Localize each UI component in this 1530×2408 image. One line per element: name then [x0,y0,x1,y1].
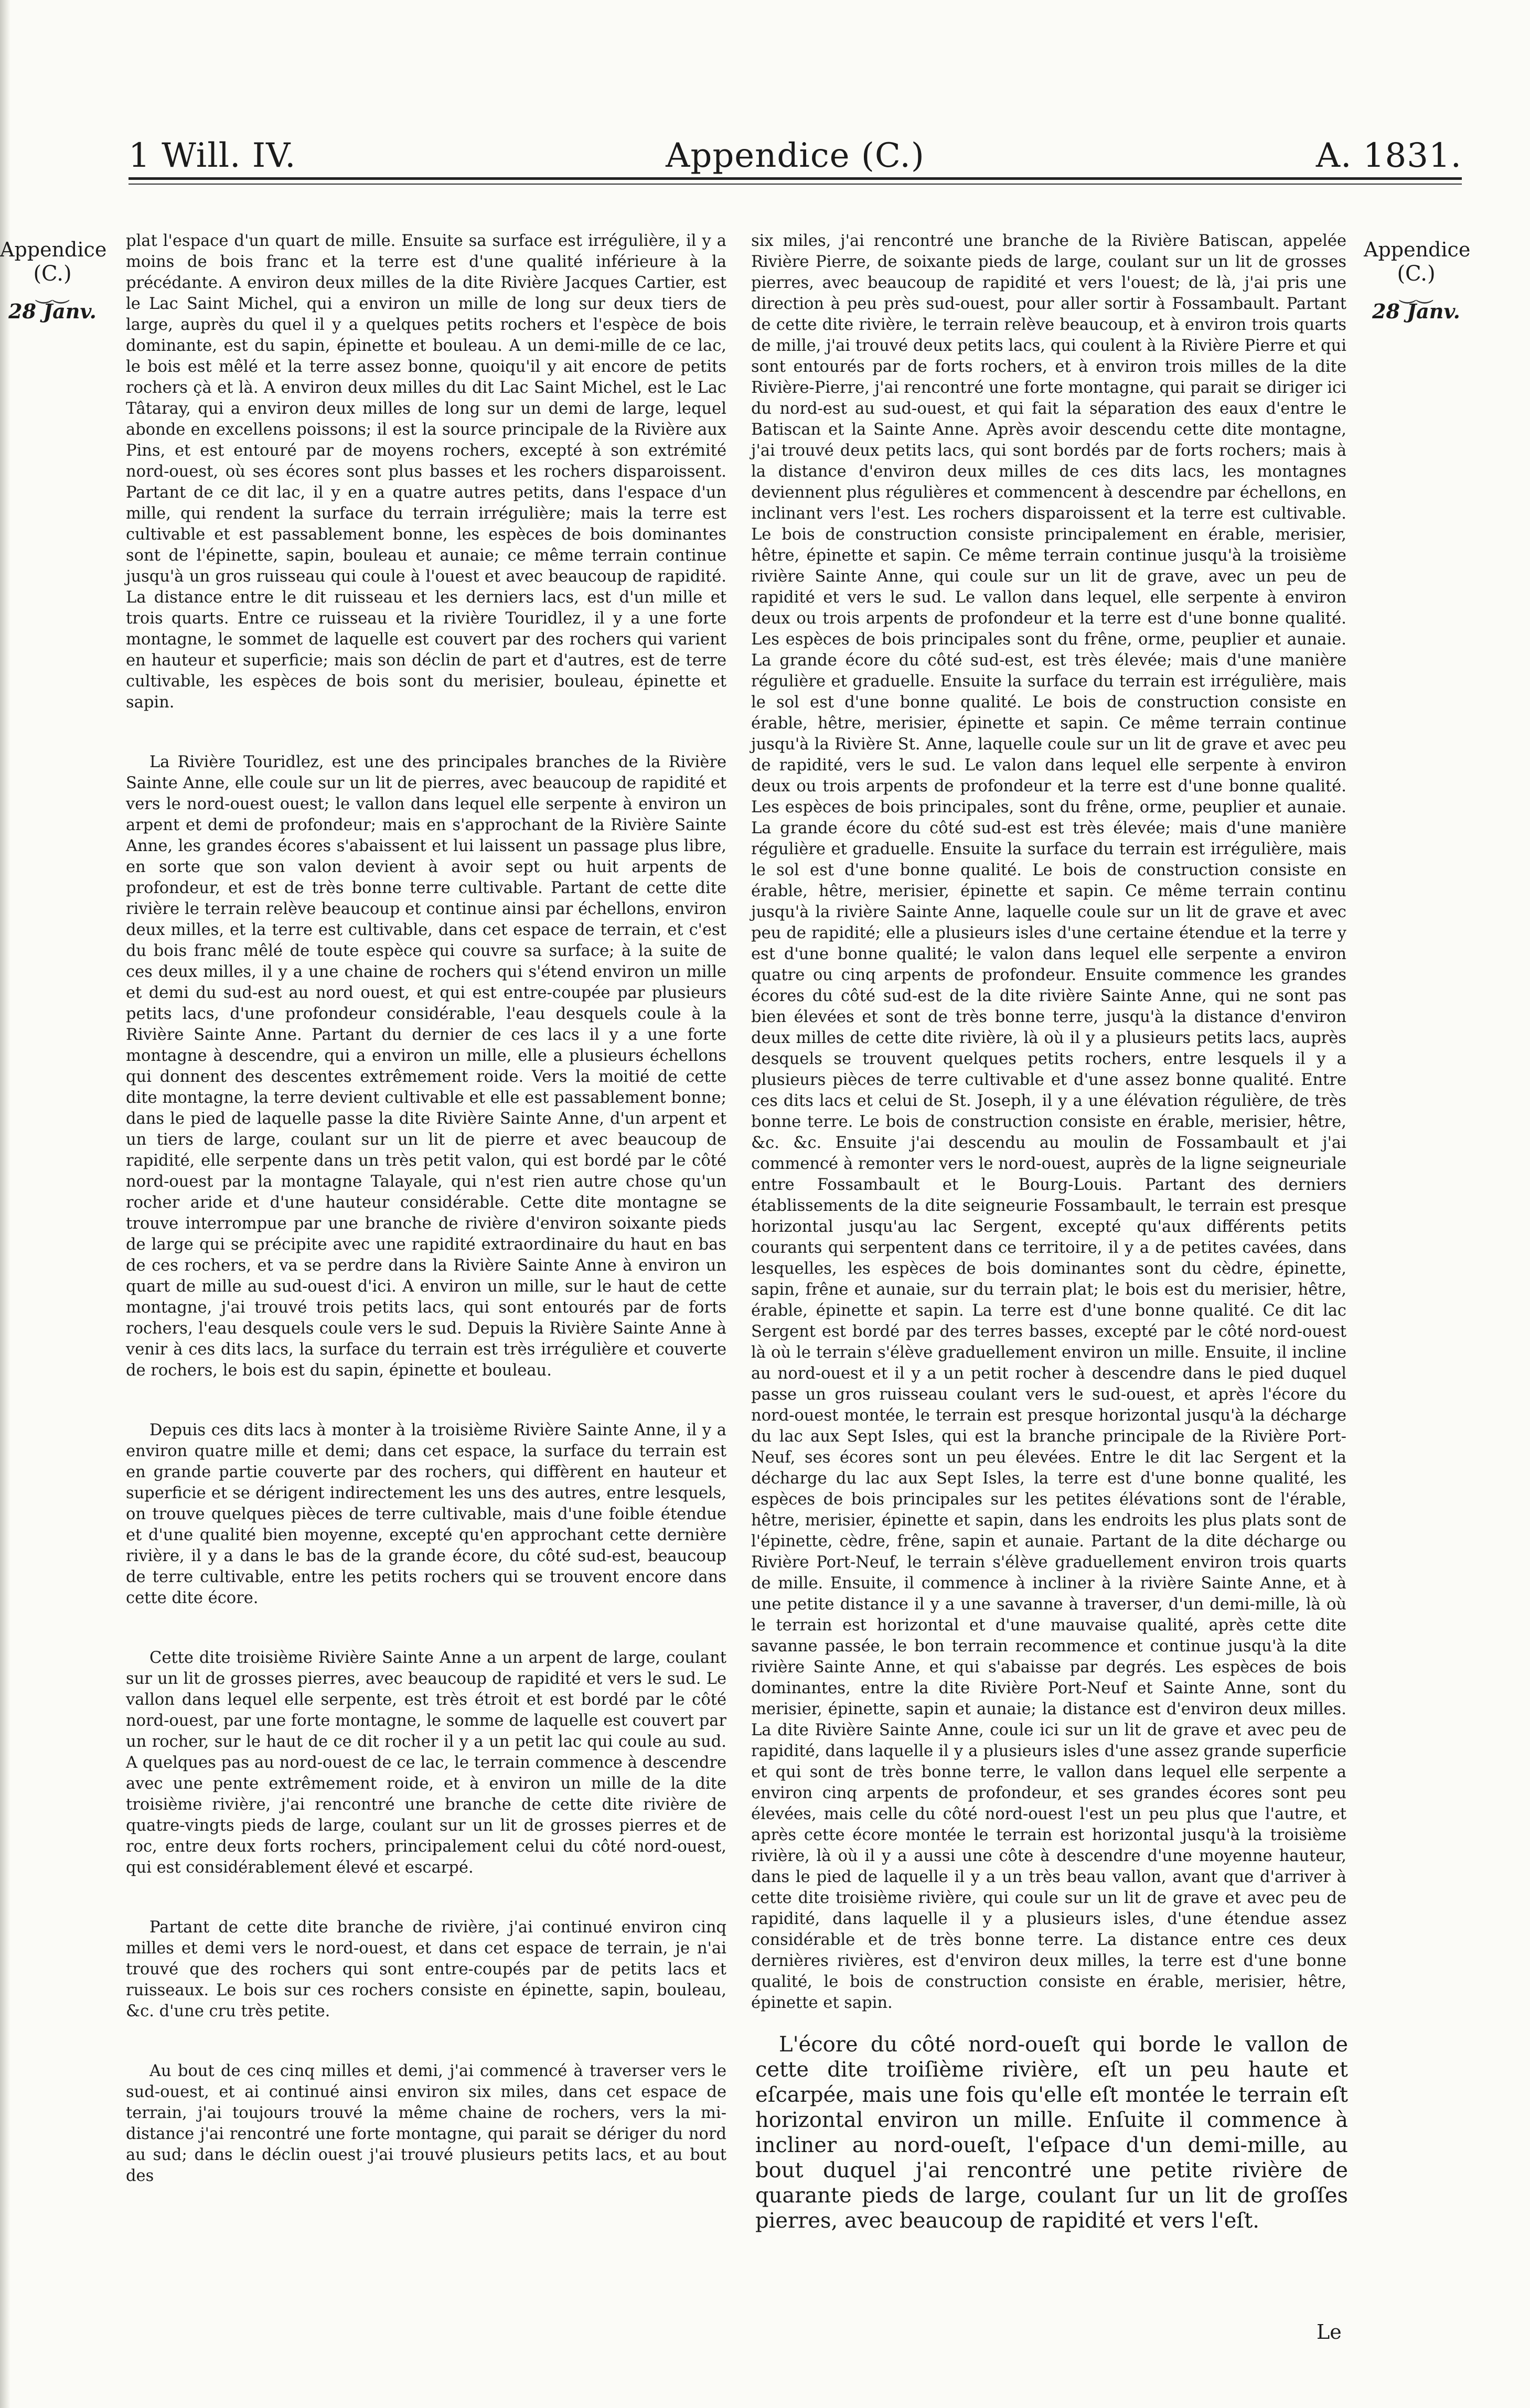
header-regnal-year: 1 Will. IV. [129,136,296,175]
paragraph: Cette dite troisième Rivière Sainte Anne a un arpent de large, coulant sur un lit de grosses pierres, avec beaucoup de rapidité et vers le sud. Le vallon dans lequel elle serpente, est très étroit et est bordé par le côté nord-ouest, par une forte montagne, le somme de laquelle est couvert par un rocher, sur le haut de ce dit rocher il y a un petit lac qui coule au sud. A quelques pas au nord-ouest de ce lac, le terrain commence à descendre avec une pente extrêmement roide, et à environ un mille de la dite troisième rivière, j'ai rencontré une branche de cette dite rivière de quatre-vingts pieds de large, coulant sur un lit de grosses pierres et de roc, entre deux forts rochers, principalement celui du côté nord-ouest, qui est considérablement élevé et escarpé. [126,1649,726,1877]
header-rule [129,177,1462,180]
paragraph: Au bout de ces cinq milles et demi, j'ai commencé à traverser vers le sud-ouest, et ai continué ainsi environ six miles, dans cet espace de terrain, j'ai toujours trouvé la même chaine de rochers, vers la mi-distance j'ai rencontré une forte montagne, qui parait se dériger du nord au sud; dans le déclin ouest j'ai trouvé plusieurs petits lacs, et au bout des [126,2062,726,2185]
left-column [126,231,726,2187]
margin-note-label: Appendice [0,238,107,261]
margin-note-right [1364,239,1469,323]
paragraph: Partant de cette dite branche de rivière, j'ai continué environ cinq milles et demi vers le nord-ouest, et dans cet espace de terrain, je n'ai trouvé que des rochers qui sont entre-coupés par de petits lacs et ruisseaux. Le bois sur ces rochers consiste en épinette, sapin, bouleau, &c. d'une cru très petite. [126,1918,726,2020]
header-year: A. 1831. [1315,136,1462,175]
header-rule-thin [129,184,1462,185]
margin-note-date: 28 Janv. [1372,299,1460,323]
brace-ornament: ⏝⏝ [35,282,70,303]
paragraph: plat l'espace d'un quart de mille. Ensuite sa surface est irrégulière, il y a moins de bois franc et la terre est d'une qualité inférieure à la précédante. A environ deux milles de la dite Rivière Jacques Cartier, est le Lac Saint Michel, qui a environ un mille de long sur deux tiers de large, auprès du quel il y a quelques petits rochers et l'espèce de bois dominante, est du sapin, épinette et bouleau. A un demi-mille de ce lac, le bois est mêlé et la terre assez bonne, quoiqu'il y ait encore de petits rochers çà et là. A environ deux milles du dit Lac Saint Michel, est le Lac Tâtaray, qui a environ deux milles de long sur un demi de large, lequel abonde en excellens poissons; il est la source principale de la Rivière aux Pins, et est entouré par de moyens rochers, excepté à son extrémité nord-ouest, où ses écores sont plus basses et les rochers disparoissent. Partant de ce dit lac, il y en a quatre autres petits, dans l'espace d'un mille, qui rendent la surface du terrain irrégulière; mais la terre est cultivable et est passablement bonne, les espèces de bois dominantes sont de l'épinette, sapin, bouleau et aunaie; ce même terrain continue jusqu'à un gros ruisseau qui coule à l'ouest et avec beaucoup de rapidité. La distance entre le dit ruisseau et les derniers lacs, est d'un mille et trois quarts. Entre ce ruisseau et la rivière Touridlez, il y a une forte montagne, le sommet de laquelle est couvert par des rochers qui varient en hauteur et superficie; mais son déclin de part et d'autres, est de terre cultivable, les espèces de bois sont du merisier, bouleau, épinette et sapin. [126,232,726,712]
margin-note-label: Appendice [1364,238,1471,261]
header-title: Appendice (C.) [666,136,925,175]
margin-note-appendix-letter: (C.) [1397,261,1436,286]
right-column [751,231,1346,2014]
brace-ornament: ⏝⏝ [1399,282,1433,303]
paragraph: La Rivière Touridlez, est une des principales branches de la Rivière Sainte Anne, elle coule sur un lit de pierres, avec beaucoup de rapidité et vers le nord-ouest ouest; le vallon dans lequel elle serpente à environ un arpent et demi de profondeur; mais en s'approchant de la Rivière Sainte Anne, les grandes écores s'abaissent et lui laissent un passage plus libre, en sorte que son valon devient à avoir sept ou huit arpents de profondeur, et est de très bonne terre cultivable. Partant de cette dite rivière le terrain relève beaucoup et continue ainsi par échellons, environ deux milles, et la terre est cultivable, dans cet espace de terrain, et c'est du bois franc mêlé de toute espèce qui couvre sa surface; à la suite de ces deux milles, il y a une chaine de rochers qui s'étend environ un mille et demi du sud-est au nord ouest, et qui est entre-coupée par plusieurs petits lacs, d'une profondeur considérable, l'eau desquels coule à la Rivière Sainte Anne. Partant du dernier de ces lacs il y a une forte montagne à descendre, qui a environ un mille, elle a plusieurs échellons qui donnent des descentes extrêmement roide. Vers la moitié de cette dite montagne, la terre devient cultivable et elle est passablement bonne; dans le pied de laquelle passe la dite Rivière Sainte Anne, d'un arpent et un tiers de large, coulant sur un lit de pierre et avec beaucoup de rapidité, elle serpente dans un très petit valon, qui est bordé par le côté nord-ouest par la montagne Talayale, qui n'est rien autre chose qu'un rocher aride et d'une hauteur considérable. Cette dite montagne se trouve interrompue par une branche de rivière d'environ soixante pieds de large qui se précipite avec une rapidité extraordinaire du haut en bas de ces rochers, et va se perdre dans la Rivière Sainte Anne à environ un quart de mille au sud-ouest d'ici. A environ un mille, sur le haut de cette montagne, j'ai trouvé trois petits lacs, qui sont entourés par de forts rochers, l'eau desquels coule vers le sud. Depuis la Rivière Sainte Anne à venir à ces dits lacs, la surface du terrain est très irrégulière et couverte de rochers, le bois est du sapin, épinette et bouleau. [126,753,726,1380]
margin-note-appendix-letter: (C.) [33,261,72,286]
page-edge-shadow [0,0,10,2408]
paragraph: six miles, j'ai rencontré une branche de la Rivière Batiscan, appelée Rivière Pierre, de soixante pieds de large, coulant sur un lit de grosses pierres, avec beaucoup de rapidité et vers l'ouest; de là, j'ai pris une direction à peu près sud-ouest, pour aller sortir à Fossambault. Partant de cette dite rivière, le terrain relève beaucoup, et à environ trois quarts de mille, j'ai trouvé deux petits lacs, qui coulent à la Rivière Pierre et qui sont entourés par de forts rochers, et à environ trois milles de la dite Rivière-Pierre, j'ai rencontré une forte montagne, qui parait se diriger ici du nord-est au sud-ouest, et qui fait la séparation des eaux d'entre le Batiscan et la Sainte Anne. Après avoir descendu cette dite montagne, j'ai trouvé deux petits lacs, qui sont bordés par de forts rochers; mais à la distance d'environ deux milles de ces dits lacs, les montagnes deviennent plus régulières et commencent à descendre par échellons, en inclinant vers l'est. Les rochers disparoissent et la terre est cultivable. Le bois de construction consiste principalement en érable, merisier, hêtre, épinette et sapin. Ce même terrain continue jusqu'à la troisième rivière Sainte Anne, qui coule sur un lit de grave, avec un peu de rapidité et vers le sud. Le vallon dans lequel, elle serpente à environ deux ou trois arpents de profondeur et la terre est d'une bonne qualité. Les espèces de bois principales sont du frêne, orme, peuplier et aunaie. La grande écore du côté sud-est, est très élevée; mais d'une manière régulière et graduelle. Ensuite la surface du terrain est irrégulière, mais le sol est d'une bonne qualité. Le bois de construction consiste en érable, hêtre, merisier, épinette et sapin. Ce même terrain continue jusqu'à la Rivière St. Anne, laquelle coule sur un lit de grave et avec peu de rapidité, vers le sud. Le valon dans lequel elle serpente à environ deux ou trois arpents de profondeur et la terre est d'une bonne qualité. Les espèces de bois principales, sont du frêne, orme, peuplier et aunaie. La grande écore du côté sud-est est très élevée; mais d'une manière régulière et graduelle. Ensuite la surface du terrain est irrégulière, mais le sol est d'une bonne qualité. Le bois de construction consiste en érable, hêtre, merisier, épinette et sapin. Ce même terrain continu jusqu'à la rivière Sainte Anne, laquelle coule sur un lit de grave et avec peu de rapidité; elle a plusieurs isles d'une certaine étendue et la terre y est d'une bonne qualité; le valon dans lequel elle serpente a environ quatre ou cinq arpents de profondeur. Ensuite commence les grandes écores du côté sud-est de la dite rivière Sainte Anne, qui ne sont pas bien élevées et sont de très bonne terre, jusqu'à la distance d'environ deux milles de cette dite rivière, là où il y a plusieurs petits lacs, auprès desquels se trouvent quelques petits rochers, entre lesquels il y a plusieurs pièces de terre cultivable et d'une assez bonne qualité. Entre ces dits lacs et celui de St. Joseph, il y a une élévation régulière, de très bonne terre. Le bois de construction consiste en érable, merisier, hêtre, &c. &c. Ensuite j'ai descendu au moulin de Fossambault et j'ai commencé à remonter vers le nord-ouest, auprès de la ligne seigneuriale entre Fossambault et le Bourg-Louis. Partant des derniers établissements de la dite seigneurie Fossambault, le terrain est presque horizontal jusqu'au lac Sergent, excepté qu'aux différents petits courants qui serpentent dans ce territoire, il y a de petites cavées, dans lesquelles, les espèces de bois dominantes sont du cèdre, épinette, sapin, frêne et aunaie, sur du terrain plat; le bois est du merisier, hêtre, érable, épinette et sapin. La terre est d'une bonne qualité. Ce dit lac Sergent est bordé par des terres basses, excepté par le côté nord-ouest là où le terrain s'élève graduellement environ un mille. Ensuite, il incline au nord-ouest et il y a un petit rocher à descendre dans le pied duquel passe un gros ruisseau coulant vers le sud-ouest, et après l'écore du nord-ouest montée, le terrain est presque horizontal jusqu'à la décharge du lac aux Sept Isles, qui est la branche principale de la Rivière Port-Neuf, ses écores sont un peu élevées. Entre le dit lac Sergent et la décharge du lac aux Sept Isles, la terre est d'une bonne qualité, les espèces de bois principales sur les petites élévations sont de l'érable, hêtre, merisier, épinette et sapin, dans les endroits les plus plats sont de l'épinette, cèdre, frêne, sapin et aunaie. Partant de la dite décharge ou Rivière Port-Neuf, le terrain s'élève graduellement environ trois quarts de mille. Ensuite, il commence à incliner à la rivière Sainte Anne, et à une petite distance il y a une savanne à traverser, d'un demi-mille, là où le terrain est horizontal et d'une mauvaise qualité, après cette dite savanne passée, le bon terrain recommence et continue jusqu'à la dite rivière Sainte Anne, et qui s'abaisse par degrés. Les espèces de bois dominantes, entre la dite Rivière Port-Neuf et Sainte Anne, sont du merisier, épinette, sapin et aunaie; la distance est d'environ deux milles. La dite Rivière Sainte Anne, coule ici sur un lit de grave et avec peu de rapidité, dans laquelle il y a plusieurs isles d'une assez grande superficie et qui sont de très bonne terre, le vallon dans lequel elle serpente a environ cinq arpents de profondeur, et ses grandes écores sont peu élevées, mais celle du côté nord-ouest l'est un peu plus que l'autre, et après cette écore montée le terrain est horizontal jusqu'à la troisième rivière, là où il y a aussi une côte à descendre d'une moyenne hauteur, dans le pied de laquelle il y a un très beau vallon, avant que d'arriver à cette dite troisième rivière, qui coule sur un lit de grave et avec peu de rapidité, dans laquelle il y a plusieurs isles, d'une étendue assez considérable et de très bonne terre. La distance entre ces deux dernières rivières, est d'environ deux milles, la terre est d'une bonne qualité, le bois de construction consiste en érable, merisier, hêtre, épinette et sapin. [751,232,1346,2012]
catchword: Le [1317,2320,1342,2344]
closing-paragraph: L'écore du côté nord-oueſt qui borde le vallon de cette dite troiſième rivière, eſt un peu haute et eſcarpée, mais une fois qu'elle eſt montée le terrain eſt horizontal environ un mille. Enſuite il commence à incliner au nord-oueſt, l'eſpace d'un demi-mille, au bout duquel j'ai rencontré une petite rivière de quarante pieds de large, coulant ſur un lit de groſſes pierres, avec beaucoup de rapidité et vers l'eſt. [755,2033,1348,2233]
margin-note-date: 28 Janv. [8,299,97,323]
paragraph: Depuis ces dits lacs à monter à la troisième Rivière Sainte Anne, il y a environ quatre mille et demi; dans cet espace, la surface du terrain est en grande partie couverte par des rochers, qui diffèrent en hauteur et superficie et se dérigent indirectement les uns des autres, entre lesquels, on trouve quelques pièces de terre cultivable, mais d'une foible étendue et d'une qualité bien moyenne, excepté qu'en approchant cette dernière rivière, il y a dans le bas de la grande écore, du côté sud-est, beaucoup de terre cultivable, entre les petits rochers qui se trouvent encore dans cette dite écore. [126,1421,726,1607]
running-header [129,125,1462,182]
margin-note-left [0,239,105,323]
